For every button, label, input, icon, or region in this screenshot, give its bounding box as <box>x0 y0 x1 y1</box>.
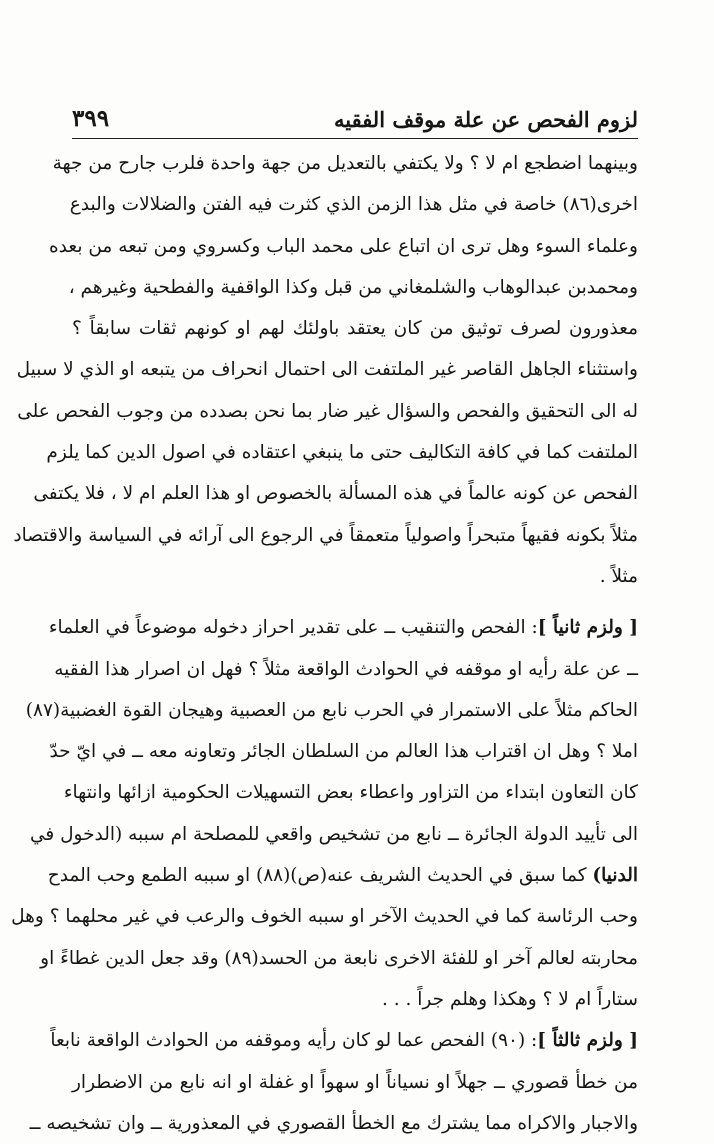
text-line: وعلماء السوء وهل ترى ان اتباع على محمد الباب وكسروي ومن تبعه من بعده <box>48 235 638 257</box>
text-line: كان التعاون ابتداء من التزاور واعطاء بعض التسهيلات الحكومية ازائها وانتهاء <box>63 782 638 804</box>
text-line: الفحص عن كونه عالماً في هذه المسألة بالخصوص او هذا العلم ام لا ، فلا يكتفى <box>33 483 638 505</box>
text-line: ــ عن علة رأيه او موقفه في الحوادث الواقعة مثلاً ؟ فهل ان اصرار هذا الفقيه <box>54 658 638 680</box>
paragraph-2-first-line-text: : الفحص والتنقيب ــ على تقدير احراز دخوله موضوعاً في العلماء <box>48 617 538 639</box>
paragraph-2-first-line <box>48 607 638 648</box>
text-line: واستثناء الجاهل القاصر غير الملتفت الى احتمال انحراف من يتبعه او الذي لا سبيل <box>16 359 638 381</box>
text-line: له الى التحقيق والفحص والسؤال غير ضار بما نحن بصدده من وجوب الفحص على <box>17 400 638 422</box>
paragraph-2-label: [ ولزم ثانياً ] <box>537 617 638 639</box>
running-title: لزوم الفحص عن علة موقف الفقيه <box>333 107 638 132</box>
paragraph-3-first-line-text: : (٩٠) الفحص عما لو كان رأيه وموقفه من الحوادث الواقعة نابعاً <box>50 1030 538 1052</box>
text-line: محاربته لعالم آخر او للفئة الاخرى نابعة من الحسد(٨٩) وقد جعل الدين غطاءً او <box>40 947 638 969</box>
page-number: ٣٩٩ <box>72 105 110 132</box>
text-line: ومحمدبن عبدالوهاب والشلمغاني من قبل وكذا الواقفية والفطحية وغيرهم ، <box>68 276 638 298</box>
text-line: والاجبار والاكراه مما يشترك مع الخطأ القصوري في المعذورية ــ وان تشخيصه ــ <box>29 1112 638 1134</box>
text-line: من خطأ قصوري ــ جهلاً او نسياناً او سهواً او غفلة او انه نابع من الاضطرار <box>72 1071 638 1093</box>
text-line: الى تأييد الدولة الجائرة ــ نابع من تشخيص واقعي للمصلحة ام سببه (الدخول في <box>29 823 638 845</box>
paragraph-3-label: [ ولزم ثالثاً ] <box>537 1030 638 1052</box>
emphasis-line <box>47 855 638 896</box>
body-text <box>11 143 638 1144</box>
text-line: الملتفت كما في كافة التكاليف حتى ما ينبغي اعتقاده في اصول الدين كما يلزم <box>46 442 638 464</box>
text-line: معذورون لصرف توثيق من كان يعتقد باولئك لهم او كونهم ثقات سابقاً ؟ <box>72 318 638 340</box>
text-line: وحب الرئاسة كما في الحديث الآخر او سببه الخوف والرعب في غير محلهما ؟ وهل <box>11 906 638 928</box>
text-line: مثلاً . <box>599 565 638 587</box>
page-header <box>72 90 638 139</box>
emphasis-line-text: كما سبق في الحديث الشريف عنه(ص)(٨٨) او سببه الطمع وحب المدح <box>47 865 593 887</box>
text-line: وبينهما اضطجع ام لا ؟ ولا يكتفي بالتعديل من جهة واحدة فلرب جارح من جهة <box>52 153 638 174</box>
paragraph-3-first-line <box>50 1020 638 1061</box>
text-line: مثلاً بكونه فقيهاً متبحراً واصولياً متعمقاً في الرجوع الى آرائه في السياسة والاقتصاد <box>13 524 638 546</box>
text-line: ستاراً ام لا ؟ وهكذا وهلم جراً . . . <box>382 988 638 1010</box>
text-line: اخرى(٨٦) خاصة في مثل هذا الزمن الذي كثرت فيه الفتن والضلالات والبدع <box>69 194 638 216</box>
text-line: املا ؟ وهل ان اقتراب هذا العالم من السلطان الجائر وتعاونه معه ــ في ايّ حدّ <box>49 741 638 763</box>
emphasized-phrase: الدنيا) <box>592 865 638 887</box>
text-line: الحاكم مثلاً على الاستمرار في الحرب نابع من العصبية وهيجان القوة الغضبية(٨٧) <box>25 699 638 721</box>
